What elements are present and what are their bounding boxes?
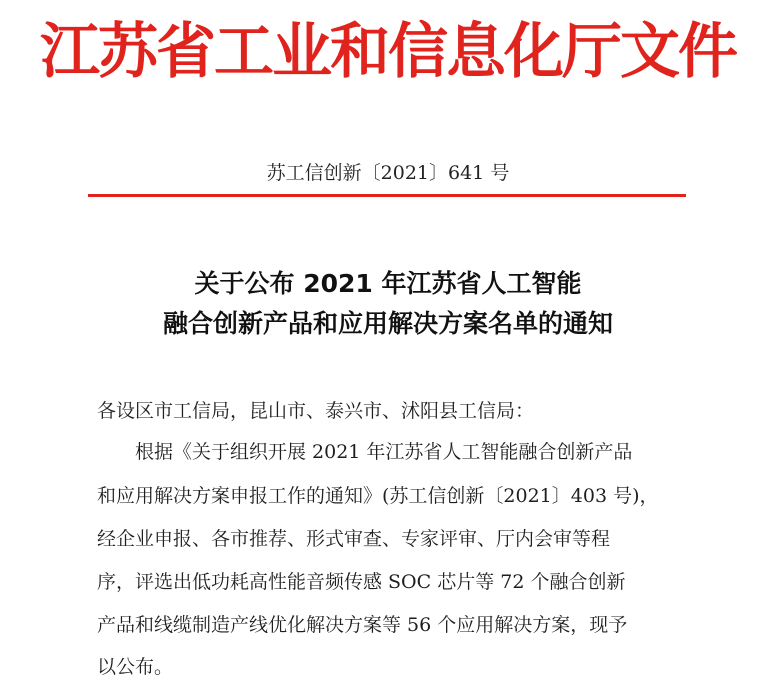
paragraph-line: 以公布。 [97,656,174,678]
notice-title-line-2: 融合创新产品和应用解决方案名单的通知 [162,309,613,338]
paragraph-line: 经企业申报、各市推荐、形式审查、专家评审、厅内会审等程 [97,528,611,550]
paragraph-line: 序，评选出低功耗高性能音频传感 SOC 芯片等 72 个融合创新 [97,571,626,593]
document-header-title: 江苏省工业和信息化厅文件 [40,17,736,87]
document-number: 苏工信创新〔2021〕641 号 [266,162,510,184]
header-divider [88,194,686,197]
salutation: 各设区市工信局，昆山市、泰兴市、沭阳县工信局： [97,400,535,422]
paragraph-line: 产品和线缆制造产线优化解决方案等 56 个应用解决方案，现予 [97,614,628,636]
paragraph-line: 和应用解决方案申报工作的通知》(苏工信创新〔2021〕403 号)， [97,485,659,507]
notice-title-line-1: 关于公布 2021 年江苏省人工智能 [194,269,582,298]
paragraph-line: 根据《关于组织开展 2021 年江苏省人工智能融合创新产品 [135,441,633,463]
